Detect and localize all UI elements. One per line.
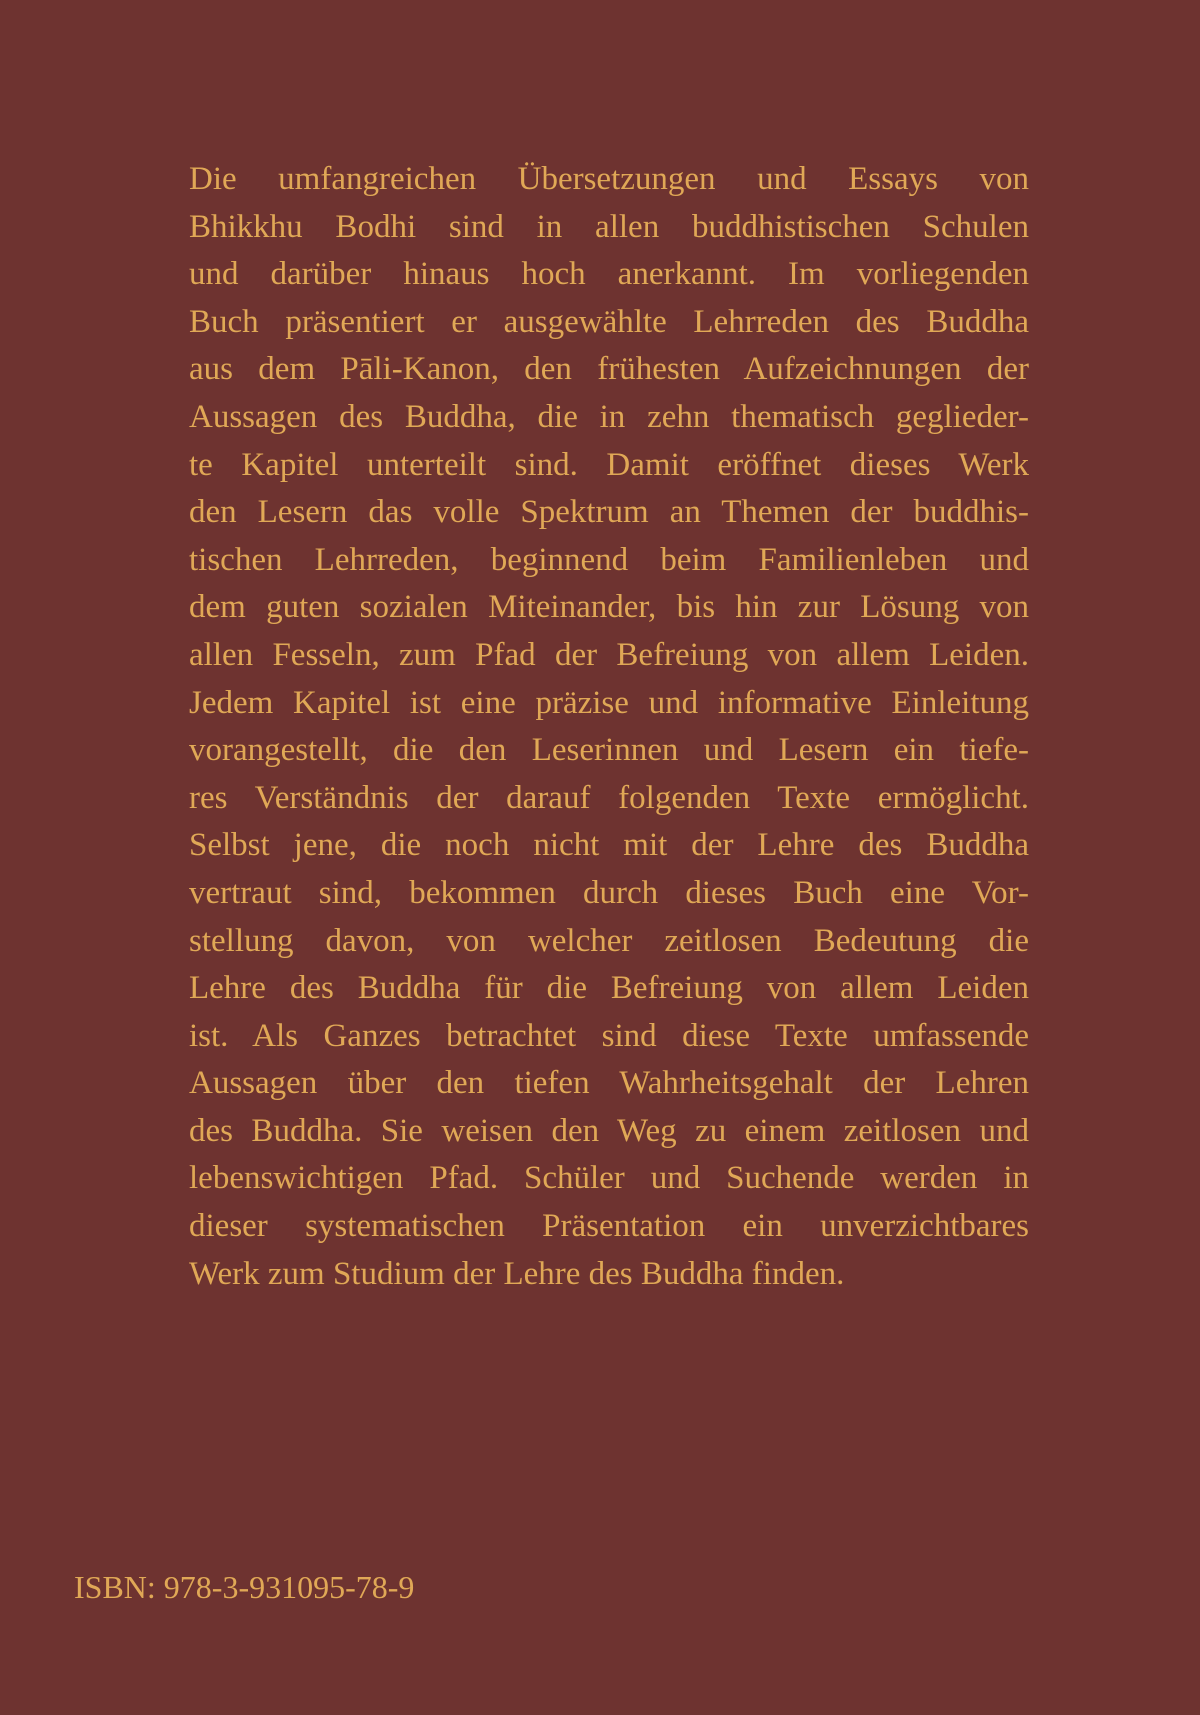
isbn-label: ISBN: 978-3-931095-78-9 — [74, 1569, 415, 1605]
blurb-line: allen Fesseln, zum Pfad der Befreiung von allem Leiden. — [189, 636, 1029, 673]
blurb-line: Jedem Kapitel ist eine präzise und informative Einleitung — [189, 684, 1029, 721]
blurb-line: Bhikkhu Bodhi sind in allen buddhistischen Schulen — [189, 208, 1029, 245]
blurb-line: tischen Lehrreden, beginnend beim Familienleben und — [189, 541, 1029, 578]
blurb-line: Lehre des Buddha für die Befreiung von allem Leiden — [189, 970, 1029, 1007]
blurb-line: vorangestellt, die den Leserinnen und Lesern ein tiefe- — [189, 732, 1029, 769]
blurb-line: dem guten sozialen Miteinander, bis hin zur Lösung von — [189, 589, 1029, 626]
blurb-line: und darüber hinaus hoch anerkannt. Im vorliegenden — [189, 256, 1029, 293]
blurb-line: stellung davon, von welcher zeitlosen Bedeutung die — [189, 922, 1029, 959]
blurb-line: Buch präsentiert er ausgewählte Lehrreden des Buddha — [189, 303, 1029, 340]
blurb-line: res Verständnis der darauf folgenden Texte ermöglicht. — [189, 779, 1029, 816]
blurb-line: aus dem Pāli-Kanon, den frühesten Aufzeichnungen der — [189, 351, 1029, 388]
blurb-line: dieser systematischen Präsentation ein unverzichtbares — [189, 1208, 1029, 1245]
blurb-text — [189, 156, 1029, 1298]
blurb-line: lebenswichtigen Pfad. Schüler und Suchende werden in — [189, 1160, 1029, 1197]
blurb-line: Aussagen des Buddha, die in zehn thematisch geglieder- — [189, 398, 1029, 435]
blurb-line: Aussagen über den tiefen Wahrheitsgehalt der Lehren — [189, 1065, 1029, 1102]
blurb-line: Werk zum Studium der Lehre des Buddha finden. — [189, 1255, 845, 1292]
blurb-line: Die umfangreichen Übersetzungen und Essays von — [189, 161, 1029, 197]
blurb-line: te Kapitel unterteilt sind. Damit eröffnet dieses Werk — [189, 446, 1029, 483]
blurb-line: ist. Als Ganzes betrachtet sind diese Texte umfassende — [189, 1017, 1029, 1054]
blurb-line: vertraut sind, bekommen durch dieses Buch eine Vor- — [189, 874, 1029, 911]
blurb-line: den Lesern das volle Spektrum an Themen der buddhis- — [189, 494, 1029, 531]
blurb-line: Selbst jene, die noch nicht mit der Lehre des Buddha — [189, 827, 1029, 864]
blurb-line: des Buddha. Sie weisen den Weg zu einem zeitlosen und — [189, 1112, 1029, 1149]
